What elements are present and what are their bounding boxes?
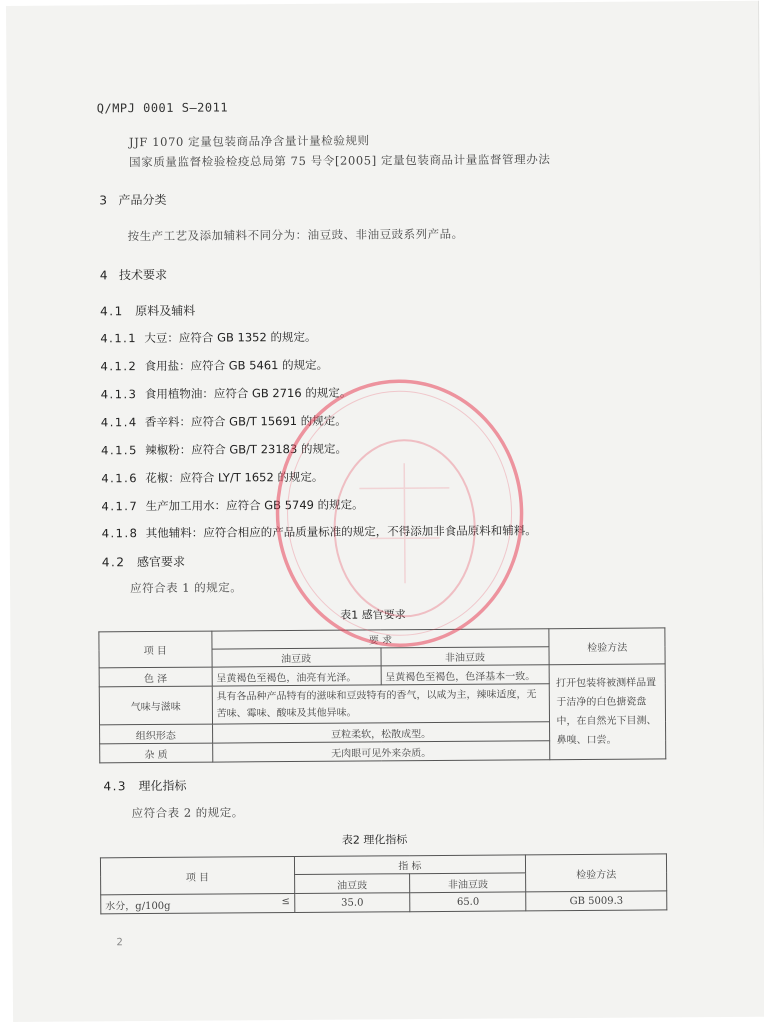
- clause-text: 香辛料：应符合 GB/T 15691 的规定。: [144, 413, 347, 430]
- table-row: [99, 664, 665, 687]
- table-header-item: 项 目: [99, 631, 212, 668]
- clause-number: 4.1.2: [100, 359, 138, 374]
- table-header-requirement: 要 求: [212, 629, 550, 649]
- clause-text: 花椒：应符合 LY/T 1652 的规定。: [145, 469, 324, 486]
- section-4-2-text: 应符合表 1 的规定。: [130, 580, 243, 596]
- clause-number: 4.1.3: [100, 387, 138, 402]
- table-method-cell: 打开包装将被测样品置于洁净的白色搪瓷盘中，在自然光下目测、鼻嗅、口尝。: [550, 664, 666, 760]
- section-title: 理化指标: [138, 778, 187, 794]
- page-number: 2: [116, 937, 123, 949]
- clause-4-1-7: [101, 497, 363, 515]
- cell-nonoil: 呈黄褐色至褐色，色泽基本一致。: [381, 665, 550, 685]
- clause-text: 辣椒粉：应符合 GB/T 23183 的规定。: [145, 441, 347, 458]
- table-2-caption: 表2 理化指标: [341, 833, 408, 847]
- clause-number: 4.1.4: [100, 415, 138, 430]
- table-2-physicochemical: [100, 853, 667, 914]
- cell-merged: 具有各品种产品特有的滋味和豆豉特有的香气，以咸为主，辣味适度，无苦味、霉味、酸味及其他异味。: [212, 684, 550, 724]
- section-number: 4.3: [103, 779, 128, 794]
- clause-4-1-2: [100, 357, 328, 375]
- clause-text: 生产加工用水：应符合 GB 5749 的规定。: [145, 497, 364, 514]
- clause-4-1-3: [101, 385, 352, 403]
- clause-number: 4.1.5: [101, 443, 138, 458]
- table-1-caption: 表1 感官要求: [340, 608, 406, 622]
- table-header-method: 检验方法: [526, 854, 667, 892]
- cell-oil: 呈黄褐色至褐色，油亮有光泽。: [212, 666, 381, 686]
- table-row: [101, 891, 667, 914]
- section-4-heading: [100, 266, 167, 283]
- clause-4-1-5: [101, 441, 347, 459]
- row-name: 杂 质: [100, 743, 213, 763]
- row-name: 组织形态: [100, 724, 213, 744]
- clause-number: 4.1.7: [101, 499, 139, 514]
- clause-number: 4.1.8: [101, 526, 139, 541]
- cell-oil: 35.0: [294, 893, 410, 913]
- section-number: 4.2: [101, 555, 126, 570]
- row-name: 水分，g/100g: [105, 900, 171, 912]
- table-header-method: 检验方法: [549, 628, 665, 665]
- clause-number: 4.1.1: [100, 331, 138, 346]
- clause-text: 食用植物油：应符合 GB 2716 的规定。: [144, 385, 352, 402]
- clause-4-1-8: [102, 522, 537, 541]
- section-3-text: 按生产工艺及添加辅料不同分为：油豆豉、非油豆豉系列产品。: [127, 226, 464, 244]
- cell-nonoil: 65.0: [410, 892, 526, 912]
- operator-symbol: ≤: [281, 895, 290, 907]
- section-title: 原料及辅料: [135, 303, 196, 319]
- clause-4-1-6: [101, 469, 323, 487]
- section-4-2-heading: [102, 553, 185, 571]
- document-page: [6, 1, 764, 1022]
- section-number: 4: [99, 268, 108, 283]
- row-name: 色 泽: [99, 667, 212, 687]
- table-header-index: 指 标: [294, 855, 526, 875]
- clause-number: 4.1.6: [101, 471, 139, 486]
- section-title: 产品分类: [118, 192, 167, 208]
- section-4-1-heading: [100, 302, 195, 320]
- table-subheader-nonoil: 非油豆豉: [410, 873, 526, 893]
- table-header-item: 项 目: [100, 857, 294, 895]
- cell-method: GB 5009.3: [526, 891, 667, 911]
- table-subheader-nonoil: 非油豆豉: [380, 647, 549, 666]
- clause-4-1-4: [101, 413, 347, 431]
- reference-2: 国家质量监督检验检疫总局第 75 号令[2005] 定量包装商品计量监督管理办法: [129, 152, 551, 170]
- clause-text: 大豆：应符合 GB 1352 的规定。: [144, 329, 317, 346]
- clause-4-1-1: [100, 329, 316, 347]
- cell-merged: 无肉眼可见外来杂质。: [212, 741, 550, 762]
- table-subheader-oil: 油豆豉: [212, 648, 381, 667]
- section-number: 4.1: [100, 304, 124, 319]
- clause-text: 食用盐：应符合 GB 5461 的规定。: [144, 357, 329, 374]
- table-1-sensory: [98, 627, 666, 763]
- table-subheader-oil: 油豆豉: [294, 874, 410, 894]
- clause-text: 其他辅料：应符合相应的产品质量标准的规定，不得添加非食品原料和辅料。: [145, 523, 537, 541]
- reference-1: JJF 1070 定量包装商品净含量计量检验规则: [128, 133, 370, 150]
- standard-code: Q/MPJ 0001 S—2011: [96, 100, 229, 116]
- section-title: 技术要求: [118, 267, 168, 283]
- section-4-3-text: 应符合表 2 的规定。: [131, 805, 244, 821]
- section-title: 感官要求: [136, 554, 185, 570]
- row-name: 气味与滋味: [99, 686, 212, 725]
- section-3-heading: [99, 191, 166, 208]
- section-number: 3: [99, 193, 108, 208]
- row-name-cell: [101, 894, 295, 914]
- section-4-3-heading: [103, 777, 186, 795]
- cell-merged: 豆粒柔软，松散成型。: [212, 722, 550, 743]
